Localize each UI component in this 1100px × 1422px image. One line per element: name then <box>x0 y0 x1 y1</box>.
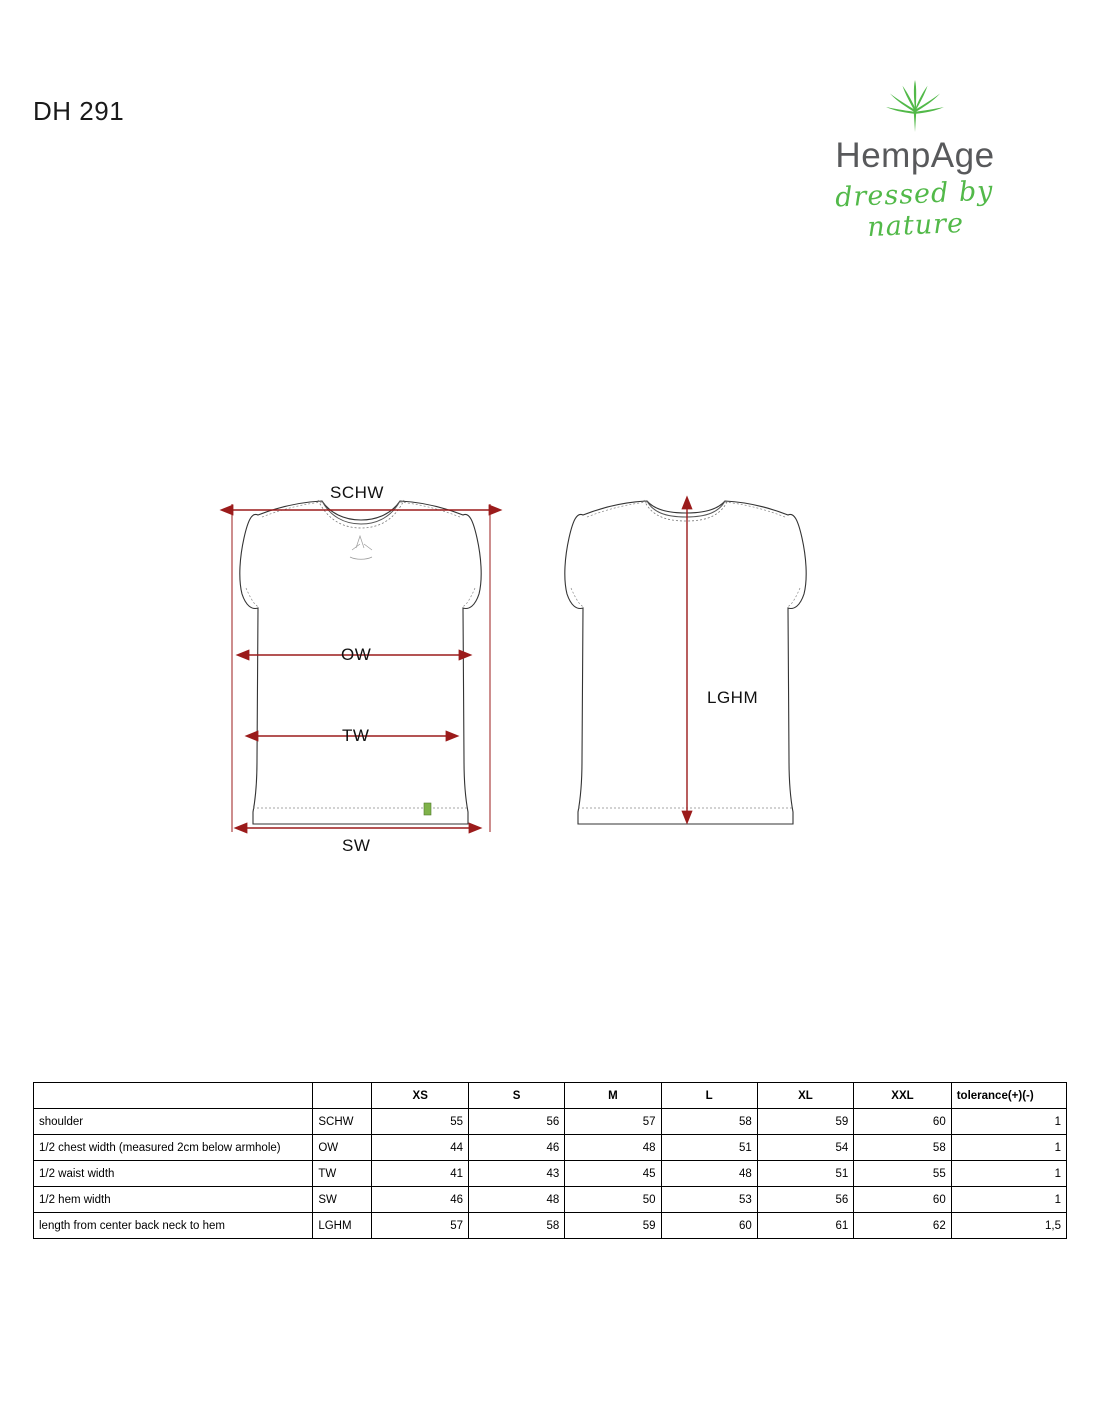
cell-s: 48 <box>469 1187 565 1213</box>
cell-xs: 57 <box>372 1213 469 1239</box>
header-size-s: S <box>469 1083 565 1109</box>
cell-xl: 54 <box>757 1135 853 1161</box>
cell-xl: 59 <box>757 1109 853 1135</box>
cell-l: 60 <box>661 1213 757 1239</box>
row-description: 1/2 waist width <box>34 1161 313 1187</box>
cell-l: 51 <box>661 1135 757 1161</box>
document-code: DH 291 <box>33 96 125 126</box>
brand-logo-block <box>785 80 1045 241</box>
cell-tolerance: 1,5 <box>951 1213 1066 1239</box>
cell-l: 53 <box>661 1187 757 1213</box>
table-row <box>34 1161 1067 1187</box>
measurement-table <box>33 1082 1067 1239</box>
dimension-label-lghm: LGHM <box>707 688 759 707</box>
cell-xl: 56 <box>757 1187 853 1213</box>
front-hem-label <box>424 803 431 815</box>
cell-xxl: 58 <box>854 1135 951 1161</box>
cell-tolerance: 1 <box>951 1187 1066 1213</box>
row-description: shoulder <box>34 1109 313 1135</box>
cell-xs: 46 <box>372 1187 469 1213</box>
row-abbr: LGHM <box>313 1213 372 1239</box>
cell-xs: 44 <box>372 1135 469 1161</box>
row-abbr: SCHW <box>313 1109 372 1135</box>
cell-l: 58 <box>661 1109 757 1135</box>
table-row <box>34 1135 1067 1161</box>
brand-tagline: dressed by nature <box>834 175 995 243</box>
header-size-xs: XS <box>372 1083 469 1109</box>
dimension-label-ow: OW <box>341 645 372 664</box>
header-abbreviation <box>313 1083 372 1109</box>
cell-xl: 51 <box>757 1161 853 1187</box>
cell-xxl: 62 <box>854 1213 951 1239</box>
header-size-l: L <box>661 1083 757 1109</box>
technical-drawing <box>0 460 1100 890</box>
cell-tolerance: 1 <box>951 1161 1066 1187</box>
hemp-leaf-icon <box>880 80 950 132</box>
row-description: 1/2 chest width (measured 2cm below armhole) <box>34 1135 313 1161</box>
header-size-xxl: XXL <box>854 1083 951 1109</box>
cell-m: 48 <box>565 1135 661 1161</box>
header-description <box>34 1083 313 1109</box>
cell-xxl: 55 <box>854 1161 951 1187</box>
row-description: length from center back neck to hem <box>34 1213 313 1239</box>
table-header-row <box>34 1083 1067 1109</box>
cell-tolerance: 1 <box>951 1109 1066 1135</box>
header-size-m: M <box>565 1083 661 1109</box>
cell-s: 58 <box>469 1213 565 1239</box>
header-size-xl: XL <box>757 1083 853 1109</box>
cell-xxl: 60 <box>854 1187 951 1213</box>
cell-l: 48 <box>661 1161 757 1187</box>
brand-name: HempAge <box>835 136 995 175</box>
cell-xxl: 60 <box>854 1109 951 1135</box>
cell-s: 43 <box>469 1161 565 1187</box>
table-row <box>34 1213 1067 1239</box>
cell-tolerance: 1 <box>951 1135 1066 1161</box>
row-abbr: TW <box>313 1161 372 1187</box>
garment-schematic-svg <box>0 460 1100 890</box>
row-description: 1/2 hem width <box>34 1187 313 1213</box>
table-row <box>34 1187 1067 1213</box>
dimension-label-sw: SW <box>342 836 371 855</box>
cell-s: 56 <box>469 1109 565 1135</box>
cell-m: 45 <box>565 1161 661 1187</box>
cell-m: 50 <box>565 1187 661 1213</box>
cell-m: 57 <box>565 1109 661 1135</box>
cell-xl: 61 <box>757 1213 853 1239</box>
row-abbr: SW <box>313 1187 372 1213</box>
back-garment-view <box>565 501 806 824</box>
cell-m: 59 <box>565 1213 661 1239</box>
cell-s: 46 <box>469 1135 565 1161</box>
cell-xs: 55 <box>372 1109 469 1135</box>
dimension-label-tw: TW <box>342 726 370 745</box>
dimension-label-schw: SCHW <box>330 483 384 502</box>
table-row <box>34 1109 1067 1135</box>
row-abbr: OW <box>313 1135 372 1161</box>
cell-xs: 41 <box>372 1161 469 1187</box>
header-tolerance: tolerance(+)(-) <box>951 1083 1066 1109</box>
